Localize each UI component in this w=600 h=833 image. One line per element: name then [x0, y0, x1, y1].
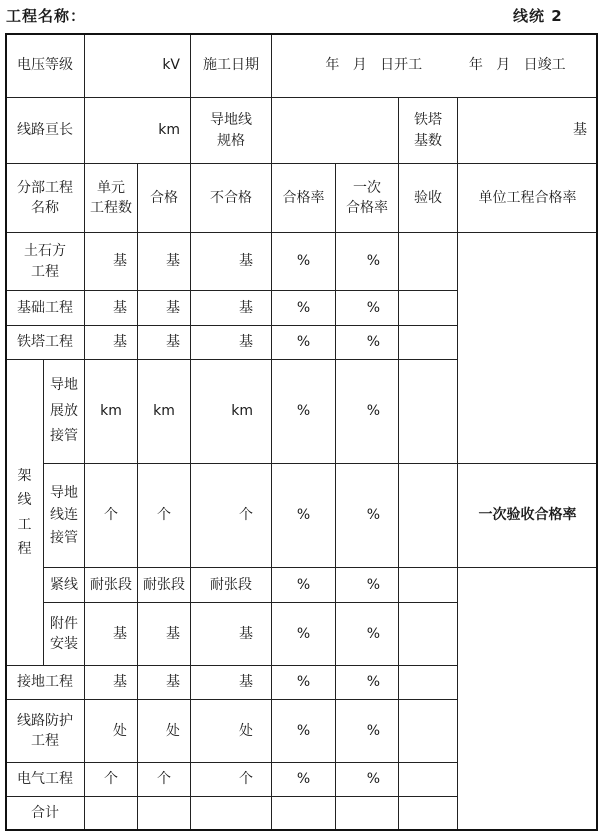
voltage-field[interactable] — [84, 33, 191, 98]
row-name-earthwork — [5, 232, 85, 291]
line-protection-qualified[interactable]: 处 — [137, 699, 191, 763]
tower-unqualified[interactable]: 基 — [190, 325, 272, 360]
tower-count-label-line2: 基数 — [414, 132, 442, 149]
electrical-rate[interactable]: % — [271, 762, 336, 797]
tower-rate[interactable]: % — [271, 325, 336, 360]
col-header-first-pass-line2: 合格率 — [346, 200, 388, 216]
grounding-unqualified[interactable]: 基 — [190, 665, 272, 700]
col-header-pass-rate: 合格率 — [271, 163, 336, 233]
earthwork-unqualified[interactable]: 基 — [190, 232, 272, 291]
col-header-sub-project — [5, 163, 85, 233]
start-date-text: 年 月 日开工 — [325, 57, 423, 74]
conductor-laying-first-rate[interactable]: % — [335, 359, 399, 464]
project-name-label: 工程名称： — [6, 7, 87, 25]
col-header-unit-count-line1: 单元 — [97, 179, 125, 196]
conductor-laying-qualified[interactable]: km — [137, 359, 191, 464]
conductor-splice-first-rate[interactable]: % — [335, 463, 399, 568]
tower-count-unit: 基 — [573, 122, 587, 139]
conductor-splice-rate[interactable]: % — [271, 463, 336, 568]
fittings-rate[interactable]: % — [271, 602, 336, 666]
foundation-units[interactable]: 基 — [84, 290, 138, 326]
foundation-rate[interactable]: % — [271, 290, 336, 326]
conductor-laying-units[interactable]: km — [84, 359, 138, 464]
grounding-units[interactable]: 基 — [84, 665, 138, 700]
tower-acceptance[interactable] — [398, 325, 458, 360]
row-name-conductor-laying — [43, 359, 85, 464]
earthwork-rate[interactable]: % — [271, 232, 336, 291]
earthwork-first-rate[interactable]: % — [335, 232, 399, 291]
fittings-qualified[interactable]: 基 — [137, 602, 191, 666]
row-name-total: 合计 — [5, 796, 85, 831]
stringing-label-char: 线 — [17, 492, 32, 508]
end-date-text: 年 月 日竣工 — [468, 57, 566, 74]
line-protection-acceptance[interactable] — [398, 699, 458, 763]
electrical-acceptance[interactable] — [398, 762, 458, 797]
row-name-conductor-splice — [43, 463, 85, 568]
col-header-first-pass-rate — [335, 163, 399, 233]
row-name-line: 接管 — [50, 529, 78, 546]
conductor-spec-label-line2: 规格 — [217, 132, 245, 149]
tensioning-units[interactable]: 耐张段 — [84, 567, 138, 603]
grounding-acceptance[interactable] — [398, 665, 458, 700]
total-acceptance[interactable] — [398, 796, 458, 831]
electrical-unqualified[interactable]: 个 — [190, 762, 272, 797]
tower-units[interactable]: 基 — [84, 325, 138, 360]
row-name-tensioning: 紧线 — [43, 567, 85, 603]
voltage-label: 电压等级 — [5, 33, 85, 98]
row-name-tower: 铁塔工程 — [5, 325, 85, 360]
foundation-first-rate[interactable]: % — [335, 290, 399, 326]
tensioning-unqualified[interactable]: 耐张段 — [190, 567, 272, 603]
earthwork-qualified[interactable]: 基 — [137, 232, 191, 291]
earthwork-units[interactable]: 基 — [84, 232, 138, 291]
conductor-laying-rate[interactable]: % — [271, 359, 336, 464]
row-name-line: 附件 — [50, 615, 78, 632]
conductor-laying-unqualified[interactable]: km — [190, 359, 272, 464]
col-header-unit-count — [84, 163, 138, 233]
stringing-group-label — [5, 359, 44, 666]
row-name-line1: 土石方 — [24, 243, 66, 260]
stringing-label-char: 架 — [17, 467, 32, 484]
fittings-first-rate[interactable]: % — [335, 602, 399, 666]
conductor-spec-label-line1: 导地线 — [210, 112, 252, 129]
row-name-foundation: 基础工程 — [5, 290, 85, 326]
line-protection-rate[interactable]: % — [271, 699, 336, 763]
row-name-line: 线连 — [50, 507, 78, 524]
conductor-laying-acceptance[interactable] — [398, 359, 458, 464]
col-header-unqualified: 不合格 — [190, 163, 272, 233]
construction-date-field[interactable] — [271, 33, 598, 98]
row-name-line: 导地 — [50, 376, 78, 393]
stringing-label-char: 程 — [17, 541, 32, 557]
conductor-splice-qualified[interactable]: 个 — [137, 463, 191, 568]
col-header-unit-count-line2: 工程数 — [90, 200, 132, 216]
total-first-rate[interactable] — [335, 796, 399, 831]
total-unqualified[interactable] — [190, 796, 272, 831]
row-name-line: 导地 — [50, 484, 78, 501]
form-code: 线统 2 — [513, 7, 563, 25]
tensioning-acceptance[interactable] — [398, 567, 458, 603]
conductor-spec-field[interactable] — [271, 97, 399, 164]
construction-date-label: 施工日期 — [190, 33, 272, 98]
col-header-first-pass-line1: 一次 — [353, 179, 381, 196]
line-length-unit: km — [158, 122, 180, 139]
tower-count-field[interactable] — [457, 97, 598, 164]
total-units[interactable] — [84, 796, 138, 831]
row-name-line2: 工程 — [31, 733, 59, 749]
tower-count-label-line1: 铁塔 — [414, 112, 442, 129]
row-name-line2: 工程 — [31, 263, 59, 280]
col-header-qualified: 合格 — [137, 163, 191, 233]
total-qualified[interactable] — [137, 796, 191, 831]
row-name-grounding: 接地工程 — [5, 665, 85, 700]
grounding-rate[interactable]: % — [271, 665, 336, 700]
row-name-line: 接管 — [50, 428, 78, 445]
fittings-acceptance[interactable] — [398, 602, 458, 666]
row-name-electrical: 电气工程 — [5, 762, 85, 797]
row-name-fittings — [43, 602, 85, 666]
conductor-splice-acceptance[interactable] — [398, 463, 458, 568]
line-protection-unqualified[interactable]: 处 — [190, 699, 272, 763]
voltage-unit: kV — [162, 57, 180, 74]
unit-project-pass-rate-field[interactable] — [457, 232, 598, 464]
row-name-line: 展放 — [50, 402, 78, 419]
first-acceptance-rate-label: 一次验收合格率 — [457, 463, 598, 568]
col-header-acceptance: 验收 — [398, 163, 458, 233]
foundation-qualified[interactable]: 基 — [137, 290, 191, 326]
tower-first-rate[interactable]: % — [335, 325, 399, 360]
grounding-qualified[interactable]: 基 — [137, 665, 191, 700]
grounding-first-rate[interactable]: % — [335, 665, 399, 700]
conductor-splice-unqualified[interactable]: 个 — [190, 463, 272, 568]
electrical-first-rate[interactable]: % — [335, 762, 399, 797]
line-length-field[interactable] — [84, 97, 191, 164]
foundation-acceptance[interactable] — [398, 290, 458, 326]
tensioning-rate[interactable]: % — [271, 567, 336, 603]
electrical-qualified[interactable]: 个 — [137, 762, 191, 797]
col-header-unit-project-rate: 单位工程合格率 — [457, 163, 598, 233]
tensioning-qualified[interactable]: 耐张段 — [137, 567, 191, 603]
tensioning-first-rate[interactable]: % — [335, 567, 399, 603]
fittings-units[interactable]: 基 — [84, 602, 138, 666]
stringing-label-char: 工 — [17, 516, 32, 533]
tower-count-label — [398, 97, 458, 164]
electrical-units[interactable]: 个 — [84, 762, 138, 797]
line-protection-first-rate[interactable]: % — [335, 699, 399, 763]
fittings-unqualified[interactable]: 基 — [190, 602, 272, 666]
row-name-line-protection — [5, 699, 85, 763]
conductor-spec-label — [190, 97, 272, 164]
col-header-sub-project-line2: 名称 — [31, 200, 59, 216]
line-length-label: 线路亘长 — [5, 97, 85, 164]
row-name-line1: 线路防护 — [17, 712, 73, 729]
first-acceptance-rate-field[interactable] — [457, 567, 598, 831]
col-header-sub-project-line1: 分部工程 — [17, 179, 73, 196]
foundation-unqualified[interactable]: 基 — [190, 290, 272, 326]
row-name-line: 安装 — [50, 636, 78, 652]
line-protection-units[interactable]: 处 — [84, 699, 138, 763]
total-rate[interactable] — [271, 796, 336, 831]
conductor-splice-units[interactable]: 个 — [84, 463, 138, 568]
earthwork-acceptance[interactable] — [398, 232, 458, 291]
tower-qualified[interactable]: 基 — [137, 325, 191, 360]
